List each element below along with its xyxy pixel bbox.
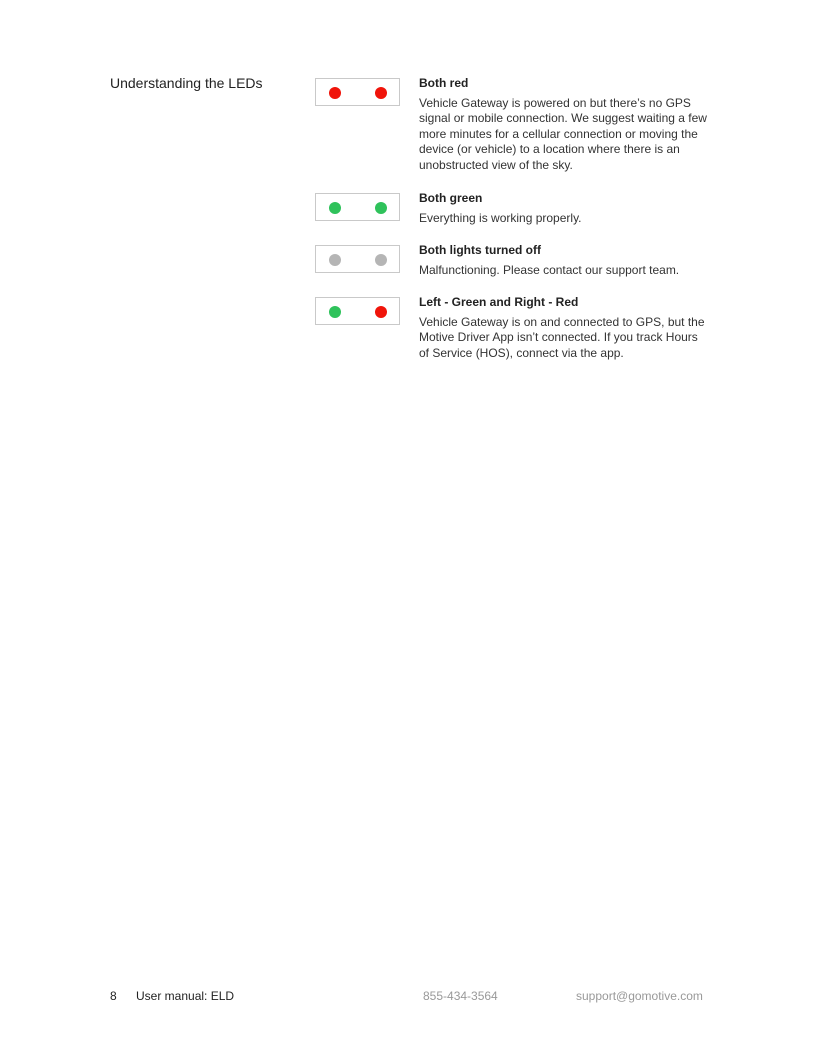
right-led-icon — [375, 306, 387, 318]
left-led-icon — [329, 87, 341, 99]
led-description: Malfunctioning. Please contact our support team. — [419, 262, 680, 277]
led-diagram — [315, 245, 400, 273]
left-led-icon — [329, 202, 341, 214]
right-led-icon — [375, 87, 387, 99]
led-heading: Both lights turned off — [419, 243, 541, 257]
support-email: support@gomotive.com — [576, 989, 703, 1003]
led-diagram — [315, 78, 400, 106]
support-phone: 855-434-3564 — [423, 989, 498, 1003]
page-number: 8 — [110, 989, 117, 1003]
led-description: Vehicle Gateway is on and connected to GPS, but the Motive Driver App isn’t connected. If you track Hours of Service (HOS), connect via the app. — [419, 314, 705, 360]
led-heading: Both red — [419, 76, 469, 90]
led-heading: Both green — [419, 191, 483, 205]
led-description: Everything is working properly. — [419, 210, 582, 225]
left-led-icon — [329, 254, 341, 266]
right-led-icon — [375, 202, 387, 214]
left-led-icon — [329, 306, 341, 318]
document-name: User manual: ELD — [136, 989, 235, 1003]
led-description: Vehicle Gateway is powered on but there’s no GPS signal or mobile connection. We suggest waiting a few more minutes for a cellular connection or moving the device (or vehicle) to a location where there is an unobstructed view of the sky. — [419, 95, 707, 172]
led-heading: Left - Green and Right - Red — [419, 295, 579, 309]
right-led-icon — [375, 254, 387, 266]
led-diagram — [315, 297, 400, 325]
led-diagram — [315, 193, 400, 221]
section-title: Understanding the LEDs — [110, 75, 263, 91]
